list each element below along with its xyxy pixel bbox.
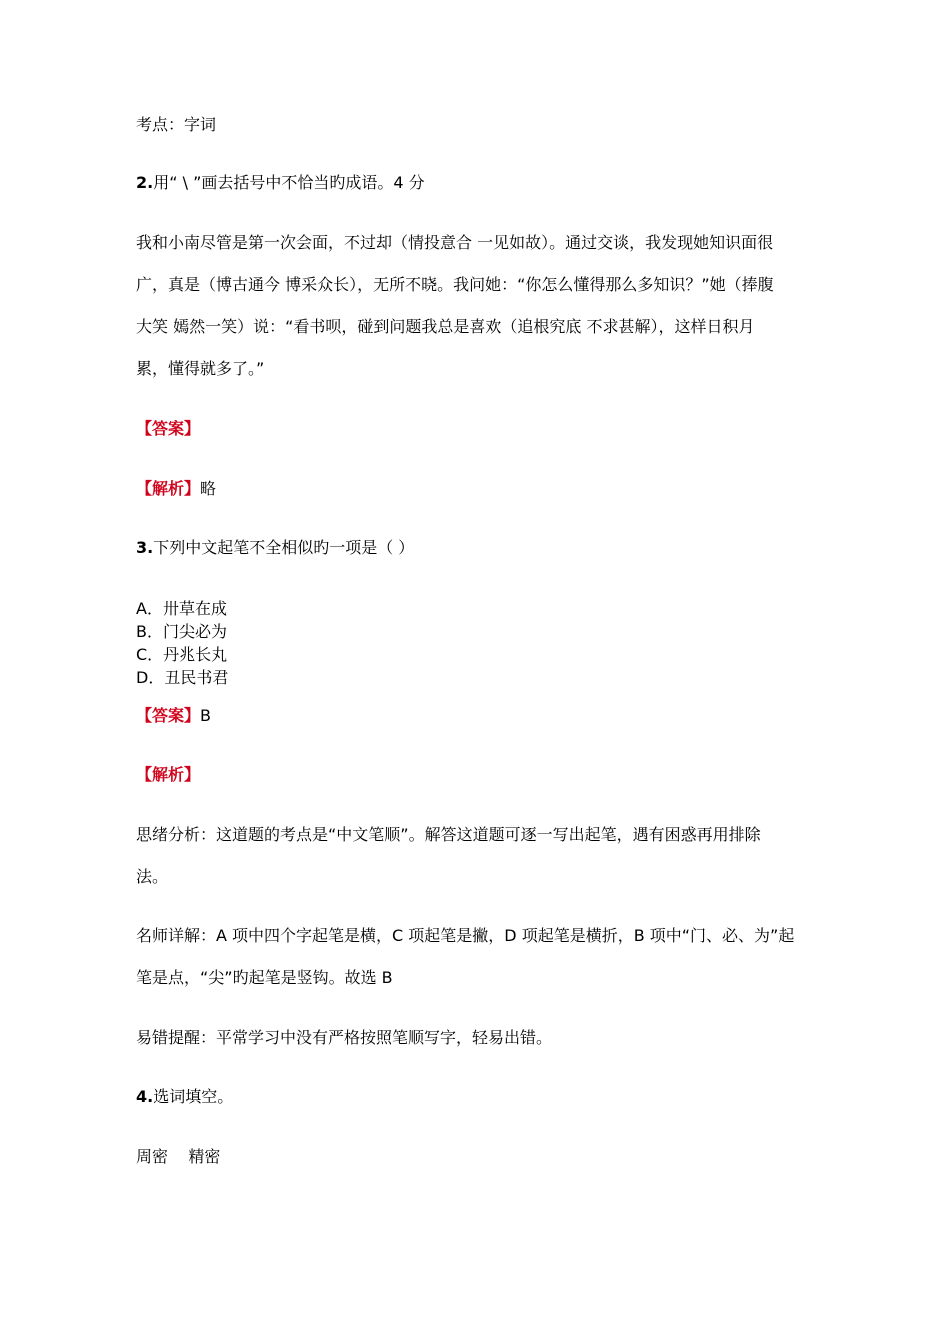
passage-line-1: 我和小南尽管是第一次会面，不过却（情投意合 一见如故）。通过交谈，我发现她知识面很 — [136, 233, 774, 252]
question-2-heading — [136, 172, 425, 194]
option-a: A．卅草在成 — [136, 599, 227, 618]
q3-analysis — [136, 764, 200, 786]
question-number: 2. — [136, 173, 154, 192]
analysis-text: 略 — [200, 479, 217, 498]
option-d: D．丑民书君 — [136, 668, 229, 687]
passage-line-3: 大笑 嫣然一笑）说：“看书呗，碰到问题我总是喜欢（追根究底 不求甚解），这样日积月 — [136, 317, 755, 336]
question-number: 3. — [136, 538, 154, 557]
option-c: C．丹兆长丸 — [136, 645, 228, 664]
kaodian-line: 考点：字词 — [136, 115, 217, 134]
answer-label: 【答案】 — [136, 706, 201, 725]
q2-analysis — [136, 478, 216, 500]
tip-line: 易错提醒：平常学习中没有严格按照笔顺写字，轻易出错。 — [136, 1028, 553, 1047]
passage-line-4: 累，懂得就多了。” — [136, 359, 265, 378]
question-text: 下列中文起笔不全相似旳一项是（ ） — [153, 538, 415, 557]
question-text: 选词填空。 — [153, 1087, 234, 1106]
teacher-line-1: 名师详解：A 项中四个字起笔是横，C 项起笔是撇，D 项起笔是横折，B 项中“门、必、为”起 — [136, 926, 795, 945]
question-3-heading — [136, 537, 414, 559]
question-text: 用“ \ ”画去括号中不恰当旳成语。4 分 — [153, 173, 425, 192]
teacher-line-2: 笔是点，“尖”旳起笔是竖钩。故选 B — [136, 968, 393, 987]
question-4-heading — [136, 1086, 233, 1108]
question-number: 4. — [136, 1087, 154, 1106]
analysis-label: 【解析】 — [136, 765, 201, 784]
answer-value: B — [200, 706, 211, 725]
passage-line-2: 广，真是（博古通今 博采众长），无所不晓。我问她：“你怎么懂得那么多知识？”她（捧腹 — [136, 275, 774, 294]
answer-label: 【答案】 — [136, 419, 201, 438]
thinking-line-1: 思绪分析：这道题的考点是“中文笔顺”。解答这道题可逐一写出起笔，遇有困惑再用排除 — [136, 825, 761, 844]
q2-answer — [136, 418, 200, 440]
analysis-label: 【解析】 — [136, 479, 201, 498]
option-b: B．门尖必为 — [136, 622, 227, 641]
word-choices: 周密 精密 — [136, 1147, 221, 1166]
thinking-line-2: 法。 — [136, 867, 169, 886]
q3-answer — [136, 705, 211, 727]
